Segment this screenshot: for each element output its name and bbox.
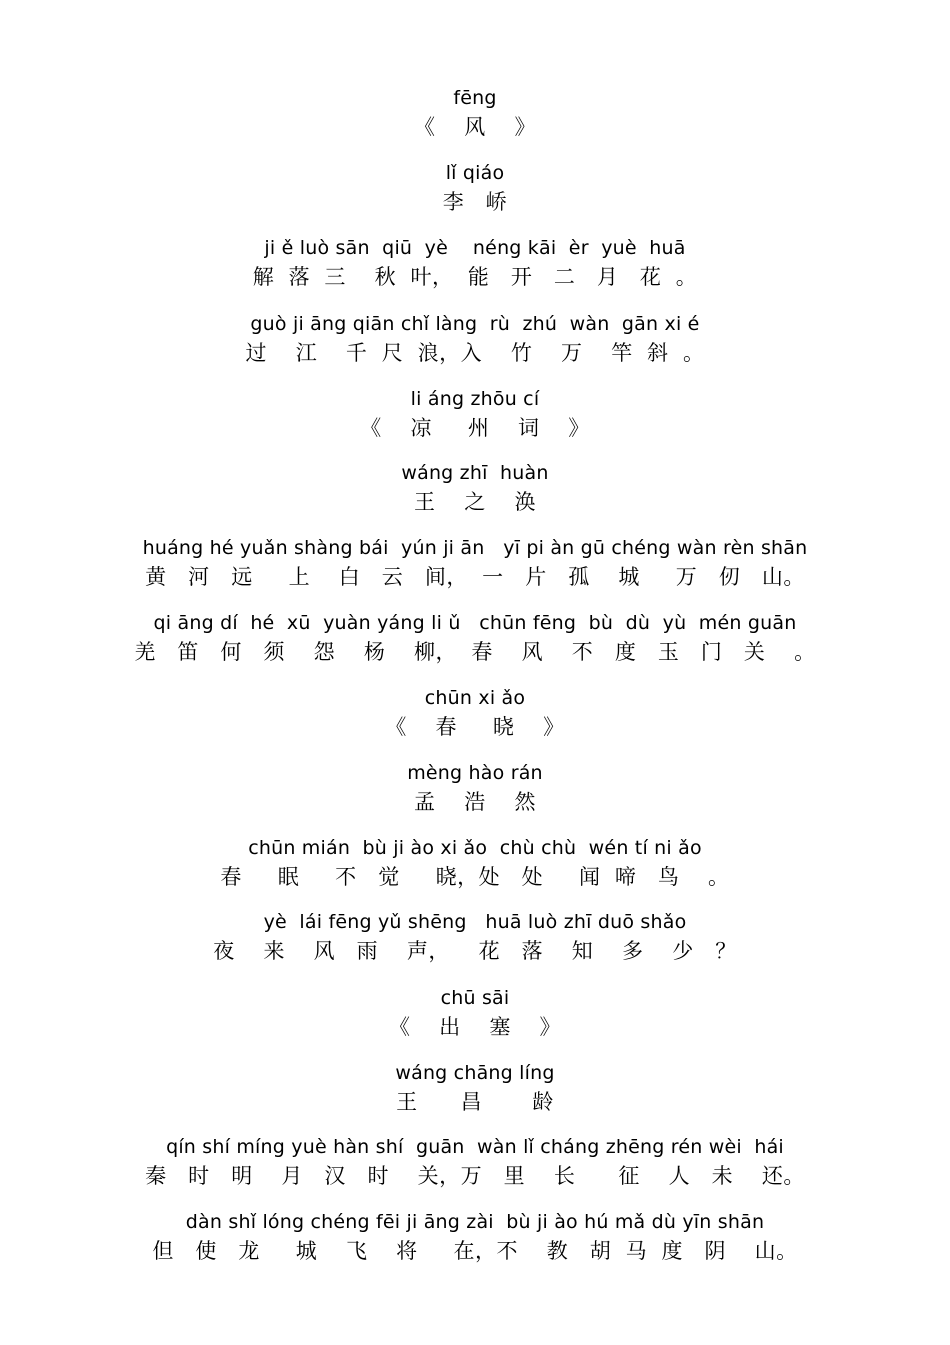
- poem-3-title: [0, 686, 950, 741]
- line-hanzi: 黄 河 远 上 白 云 间， 一 片 孤 城 万 仞 山。: [145, 565, 805, 589]
- line-pinyin: ji ě luò sān qiū yè néng kāi èr yuè huā: [264, 237, 686, 259]
- poem-3-author: [0, 761, 950, 816]
- line-hanzi: 春 眠 不 觉 晓，处 处 闻 啼 鸟 。: [220, 865, 730, 889]
- title-hanzi: 《 春 晓 》: [385, 715, 565, 739]
- author-pinyin: wáng chāng líng: [395, 1062, 555, 1084]
- line-hanzi: 夜 来 风 雨 声， 花 落 知 多 少 ？: [213, 939, 737, 963]
- poem-3-line-2: [0, 910, 950, 965]
- line-pinyin: qi āng dí hé xū yuàn yáng li ǔ chūn fēng bù dù yù mén guān: [153, 612, 797, 634]
- title-pinyin: fēng: [453, 87, 497, 109]
- author-hanzi: 王 之 涣: [414, 490, 536, 514]
- poem-4-line-2: [0, 1210, 950, 1265]
- line-hanzi: 但 使 龙 城 飞 将 在，不 教 胡 马 度 阴 山。: [152, 1239, 798, 1263]
- title-hanzi: 《 风 》: [414, 115, 536, 139]
- title-pinyin: chū sāi: [440, 987, 510, 1009]
- title-hanzi: 《 出 塞 》: [388, 1015, 562, 1039]
- line-pinyin: dàn shǐ lóng chéng fēi ji āng zài bù ji ào hú mǎ dù yīn shān: [185, 1211, 765, 1233]
- line-pinyin: yè lái fēng yǔ shēng huā luò zhī duō shǎo: [263, 911, 687, 933]
- line-pinyin: huáng hé yuǎn shàng bái yún ji ān yī pi àn gū chéng wàn rèn shān: [142, 537, 808, 559]
- line-hanzi: 秦 时 明 月 汉 时 关，万 里 长 征 人 未 还。: [145, 1164, 805, 1188]
- author-hanzi: 李 峤: [442, 190, 508, 214]
- author-pinyin: mèng hào rán: [407, 762, 543, 784]
- poem-2-line-2: [0, 611, 950, 666]
- author-hanzi: 孟 浩 然: [414, 790, 536, 814]
- poem-1-line-1: [0, 236, 950, 291]
- poem-2-author: [0, 461, 950, 516]
- line-hanzi: 过 江 千 尺 浪，入 竹 万 竿 斜 。: [245, 341, 705, 365]
- poem-1-author: [0, 161, 950, 216]
- poem-3-line-1: [0, 836, 950, 891]
- author-pinyin: wáng zhī huàn: [401, 462, 549, 484]
- poem-2-line-1: [0, 536, 950, 591]
- author-pinyin: lǐ qiáo: [445, 162, 505, 184]
- poem-2-title: [0, 387, 950, 442]
- title-hanzi: 《 凉 州 词 》: [360, 416, 590, 440]
- poem-4-line-1: [0, 1135, 950, 1190]
- poem-4-author: [0, 1061, 950, 1116]
- line-pinyin: guò ji āng qiān chǐ làng rù zhú wàn gān xi é: [250, 313, 700, 335]
- title-pinyin: li áng zhōu cí: [410, 388, 540, 410]
- poem-1-line-2: [0, 312, 950, 367]
- poem-1-title: [0, 86, 950, 141]
- title-pinyin: chūn xi ǎo: [424, 687, 526, 709]
- line-pinyin: chūn mián bù ji ào xi ǎo chù chù wén tí ni ǎo: [248, 837, 702, 859]
- poem-4-title: [0, 986, 950, 1041]
- author-hanzi: 王 昌 龄: [396, 1090, 554, 1114]
- line-hanzi: 解 落 三 秋 叶， 能 开 二 月 花 。: [252, 265, 698, 289]
- line-hanzi: 羌 笛 何 须 怨 杨 柳， 春 风 不 度 玉 门 关 。: [134, 640, 816, 664]
- line-pinyin: qín shí míng yuè hàn shí guān wàn lǐ cháng zhēng rén wèi hái: [166, 1136, 784, 1158]
